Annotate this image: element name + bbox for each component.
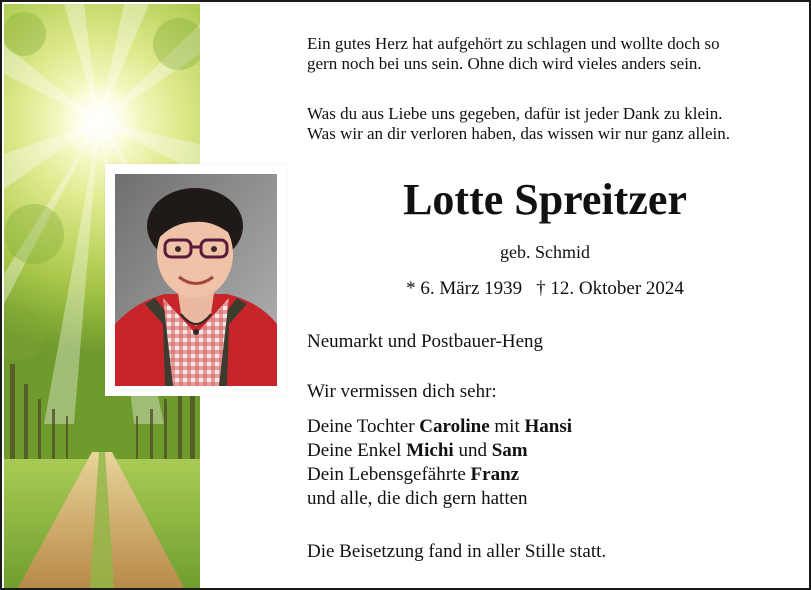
mourner-name: Franz bbox=[470, 464, 520, 485]
mourners-list bbox=[307, 415, 572, 511]
mourner-name: Caroline bbox=[419, 416, 490, 437]
hometown: Neumarkt und Postbauer-Heng bbox=[307, 331, 544, 352]
death-date: † 12. Oktober 2024 bbox=[536, 278, 684, 299]
life-dates bbox=[307, 277, 783, 301]
mourner-line bbox=[307, 463, 572, 487]
portrait-photo bbox=[115, 174, 277, 386]
mourner-line bbox=[307, 415, 572, 439]
mourner-line: und alle, die dich gern hatten bbox=[307, 488, 528, 509]
verse-line: Was du aus Liebe uns gegeben, dafür ist jeder Dank zu klein. bbox=[307, 104, 723, 123]
mourner-conjunction: und bbox=[453, 440, 492, 461]
deceased-name: Lotte Spreitzer bbox=[403, 175, 687, 224]
verse-line: gern noch bei uns sein. Ohne dich wird vieles anders sein. bbox=[307, 54, 702, 73]
mourner-line bbox=[307, 439, 572, 463]
maiden-name: geb. Schmid bbox=[500, 242, 590, 262]
mourner-name: Sam bbox=[491, 440, 528, 461]
verse-line: Was wir an dir verloren haben, das wissen wir nur ganz allein. bbox=[307, 124, 731, 143]
mourner-name: Michi bbox=[406, 440, 454, 461]
funeral-note: Die Beisetzung fand in aller Stille statt. bbox=[307, 541, 607, 562]
birth-date: * 6. März 1939 bbox=[406, 278, 523, 299]
verse-second bbox=[307, 104, 797, 144]
mourners-intro: Wir vermissen dich sehr: bbox=[307, 381, 497, 402]
mourner-relation: Dein Lebensgefährte bbox=[307, 464, 471, 485]
verse-top bbox=[307, 34, 797, 74]
mourner-conjunction: mit bbox=[489, 416, 525, 437]
mourner-name: Hansi bbox=[524, 416, 573, 437]
verse-line: Ein gutes Herz hat aufgehört zu schlagen und wollte doch so bbox=[307, 34, 720, 53]
mourner-relation: Deine Enkel bbox=[307, 440, 407, 461]
mourner-relation: Deine Tochter bbox=[307, 416, 420, 437]
portrait-frame bbox=[105, 164, 287, 396]
